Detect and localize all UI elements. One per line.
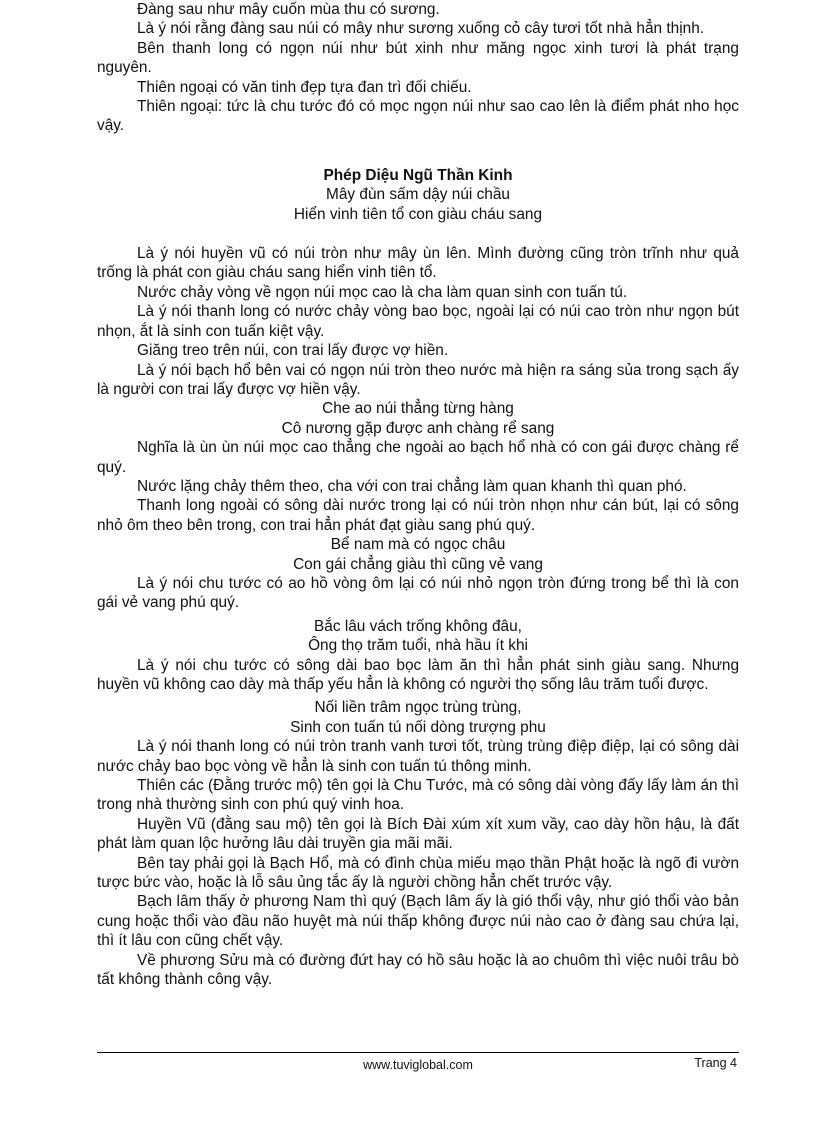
verse-line: Sinh con tuấn tú nối dòng trượng phu <box>290 718 546 736</box>
intro-paragraph: Là ý nói rằng đàng sau núi có mây như sương xuống cỏ cây tươi tốt nhà hẳn thịnh. <box>137 20 705 38</box>
body-paragraph: Nghĩa là ùn ùn núi mọc cao thẳng che ngoài ao bạch hổ nhà có con gái được chàng rể quý. <box>97 439 739 476</box>
body-paragraph: Là ý nói chu tước có ao hồ vòng ôm lại có núi nhỏ ngọn tròn đứng trong bể thì là con gái vẻ vang phú quý. <box>97 574 739 612</box>
verse-line: Con gái chẳng giàu thì cũng vẻ vang <box>293 555 543 573</box>
document-page <box>97 0 739 990</box>
spacer <box>97 224 739 244</box>
page-number: Trang 4 <box>694 1056 737 1070</box>
verse-line: Bắc lâu vách trống không đâu, <box>314 617 522 635</box>
body-paragraph: Nước chảy vòng về ngọn núi mọc cao là cha làm quan sinh con tuấn tú. <box>137 283 628 301</box>
verse-line: Bể nam mà có ngọc châu <box>330 536 506 554</box>
body-paragraph: Là ý nói thanh long có núi tròn tranh vanh tươi tốt, trùng trùng điệp điệp, lại có sông dài nước chảy bao bọc vòng về hẳn là sinh con tuấn tú thông minh. <box>97 738 739 775</box>
body-paragraph: Về phương Sửu mà có đường đứt hay có hồ sâu hoặc là ao chuôm thì việc nuôi trâu bò tất không thành công vậy. <box>97 951 739 989</box>
spacer <box>97 136 739 166</box>
verse-line: Ông thọ trăm tuổi, nhà hầu ít khi <box>308 637 528 655</box>
verse-line: Che ao núi thẳng từng hàng <box>322 400 514 418</box>
body-paragraph: Giăng treo trên núi, con trai lấy được vợ hiền. <box>137 342 449 360</box>
body-paragraph: Là ý nói huyền vũ có núi tròn như mây ùn lên. Mình đường cũng tròn trĩnh như quả trống là phát con giàu cháu sang hiển vinh tiên tổ. <box>97 245 739 282</box>
footer-divider <box>97 1052 739 1053</box>
footer-website: www.tuviglobal.com <box>363 1058 473 1072</box>
body-paragraph: Bạch lâm thấy ở phương Nam thì quý (Bạch lâm ấy là gió thổi vậy, như gió thổi vào bản cung hoặc thổi vào đầu não huyệt mà núi thấp không được núi nào cao ở đàng sau chứa lại, thì ít lâu con cũng chết vậy. <box>97 893 739 950</box>
section-title: Phép Diệu Ngũ Thần Kinh <box>323 166 513 184</box>
verse-line: Mây đùn sấm dậy núi chầu <box>326 186 510 204</box>
verse-line: Cô nương gặp được anh chàng rể sang <box>281 419 555 437</box>
body-paragraph: Là ý nói chu tước có sông dài bao bọc làm ăn thì hẳn phát sinh giàu sang. Nhưng huyền vũ không cao dày mà thấp yếu hẳn là không có người thọ sống lâu trăm tuổi được. <box>97 656 739 693</box>
body-paragraph: Huyền Vũ (đằng sau mộ) tên gọi là Bích Đài xúm xít xum vầy, cao dày hồn hậu, là đất phát làm quan lộc hưởng lâu dài truyền gia mãi mãi. <box>97 815 739 853</box>
intro-paragraph: Thiên ngoại: tức là chu tước đó có mọc ngọn núi như sao cao lên là điểm phát nho học vậy. <box>97 98 739 135</box>
intro-paragraph: Đàng sau như mây cuốn mùa thu có sương. <box>137 1 440 18</box>
body-paragraph: Là ý nói bạch hổ bên vai có ngọn núi tròn theo nước mà hiện ra sáng sủa trong sạch ấy là người con trai lấy được vợ hiền vậy. <box>97 361 739 398</box>
body-paragraph: Là ý nói thanh long có nước chảy vòng bao bọc, ngoài lại có núi cao tròn như ngọn bút nhọn, ắt là sinh con tuấn kiệt vậy. <box>97 303 739 340</box>
verse-line: Hiển vinh tiên tổ con giàu cháu sang <box>293 205 543 223</box>
intro-paragraph: Thiên ngoại có văn tinh đẹp tựa đan trì đối chiếu. <box>137 78 472 96</box>
intro-paragraph: Bên thanh long có ngọn núi như bút xinh như măng ngọc xinh tươi là phát trạng nguyên. <box>97 39 739 77</box>
body-paragraph: Bên tay phải gọi là Bạch Hổ, mà có đình chùa miếu mạo thần Phật hoặc là ngõ đi vườn tược bức vào, hoặc là lỗ sâu ủng tắc ấy là người chồng hẳn chết trước vậy. <box>97 854 739 892</box>
body-paragraph: Nước lặng chảy thêm theo, cha với con trai chẳng làm quan khanh thì quan phó. <box>137 477 687 495</box>
verse-line: Nối liền trâm ngọc trùng trùng, <box>314 699 522 717</box>
body-paragraph: Thiên các (Đằng trước mộ) tên gọi là Chu Tước, mà có sông dài vòng đấy lấy làm án thì trong nhà thường sinh con phú quý vinh hoa. <box>97 777 739 814</box>
body-paragraph: Thanh long ngoài có sông dài nước trong lại có núi tròn nhọn như cán bút, lại có sông nhỏ ôm theo bên trong, con trai hẳn phát đạt giàu sang phú quý. <box>97 497 739 534</box>
